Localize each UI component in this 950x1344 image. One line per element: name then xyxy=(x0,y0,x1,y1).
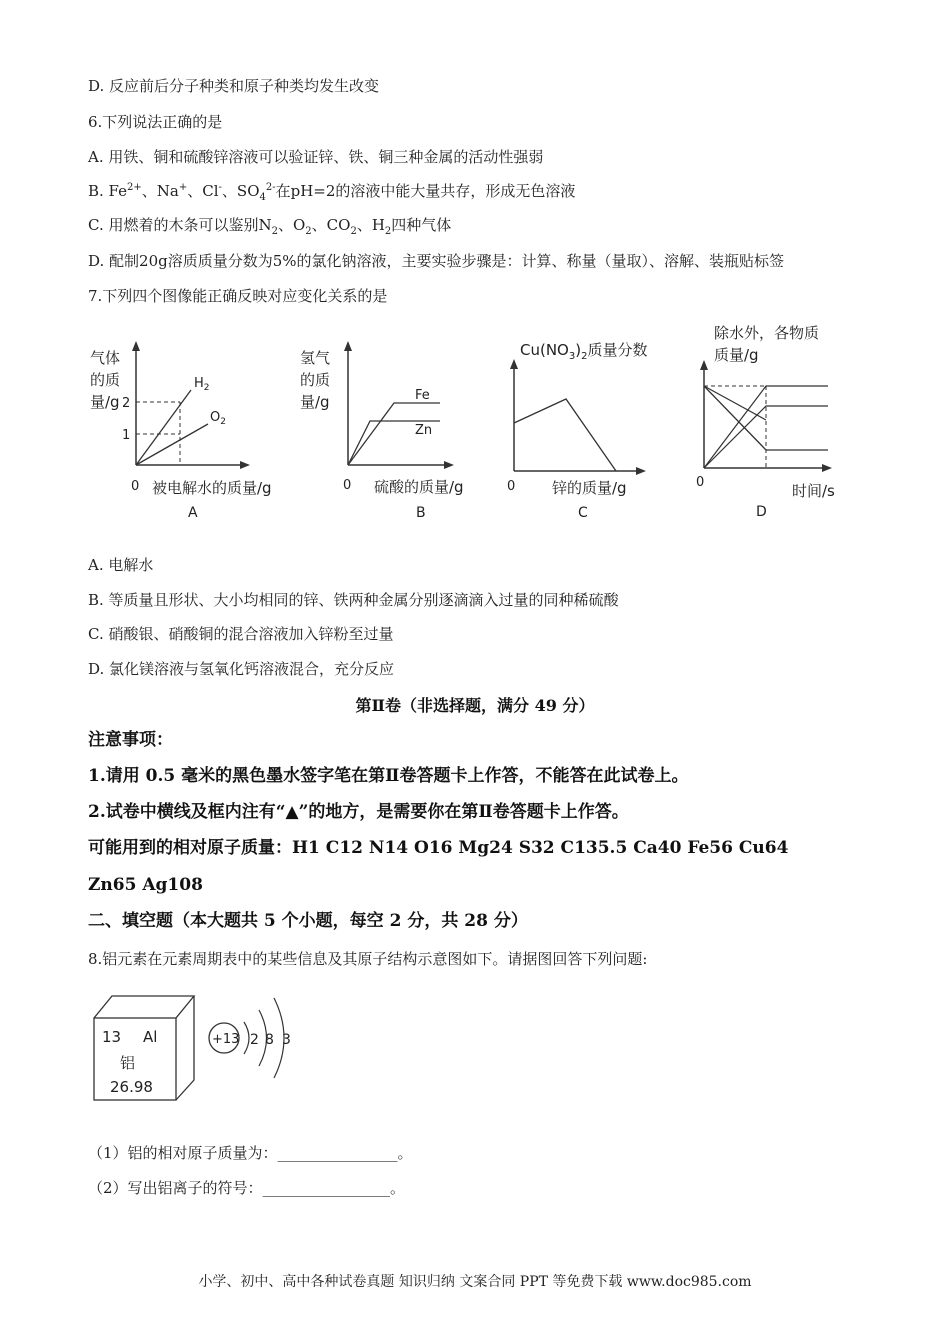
q6-c-prefix: C. 用燃着的木条可以鉴别N xyxy=(88,216,272,234)
q6-option-a: A. 用铁、铜和硫酸锌溶液可以验证锌、铁、铜三种金属的活动性强弱 xyxy=(88,148,544,166)
graph-b-fe-label: Fe xyxy=(415,388,430,403)
graph-d-ylabel-1: 除水外，各物质 xyxy=(714,324,820,342)
atomic-masses-1: 可能用到的相对原子质量：H1 C12 N14 O16 Mg24 S32 C135.5 Ca40 Fe56 Cu64 xyxy=(88,838,789,858)
q6-c-sub-co: 2 xyxy=(350,226,357,237)
graph-c-origin: 0 xyxy=(507,479,516,494)
q6-option-d: D. 配制20g溶质质量分数为5%的氯化钠溶液，主要实验步骤是：计算、称量（量取）、溶解、装瓶贴标签 xyxy=(88,252,785,270)
graph-b-ylabel-1: 氢气 xyxy=(300,349,331,367)
graph-b xyxy=(298,335,488,525)
q6-c-co: 、CO xyxy=(311,216,351,234)
atom-shell-1: 2 xyxy=(250,1032,259,1048)
notice-2: 2.试卷中横线及框内注有“▲”的地方，是需要你在第Ⅱ卷答题卡上作答。 xyxy=(88,802,629,822)
page-footer: 小学、初中、高中各种试卷真题 知识归纳 文案合同 PPT 等免费下载 www.doc985.com xyxy=(198,1274,752,1290)
atom-shell-3: 3 xyxy=(282,1032,291,1048)
notice-1: 1.请用 0.5 毫米的黑色墨水签字笔在第Ⅱ卷答题卡上作答，不能答在此试卷上。 xyxy=(88,766,689,786)
graph-b-ylabel-2: 的质 xyxy=(300,371,331,389)
graph-b-origin: 0 xyxy=(343,478,352,493)
graph-b-xlabel: 硫酸的质量/g xyxy=(374,478,464,496)
answer-blank-2[interactable]: _________________ xyxy=(262,1179,391,1197)
q5-option-d: D. 反应前后分子种类和原子种类均发生改变 xyxy=(88,77,380,95)
q6-b-fe-charge: 2+ xyxy=(127,182,142,193)
graph-d xyxy=(690,318,860,518)
graph-b-ylabel-3: 量/g xyxy=(300,393,330,411)
q6-stem: 6.下列说法正确的是 xyxy=(88,113,223,131)
graph-a-origin: 0 xyxy=(131,479,140,494)
q6-c-o: 、O xyxy=(277,216,306,234)
graph-a-xlabel: 被电解水的质量/g xyxy=(152,479,272,497)
graph-a-h2-label: $H_2$ xyxy=(194,376,210,393)
graph-a-o2-line xyxy=(136,424,208,465)
q8-stem: 8.铝元素在元素周期表中的某些信息及其原子结构示意图如下。请据图回答下列问题: xyxy=(88,950,648,968)
q6-b-cl-charge: - xyxy=(218,182,222,193)
graph-a-ylabel-1: 气体 xyxy=(90,349,121,367)
q6-b-prefix: B. Fe xyxy=(88,182,128,200)
graph-d-line-2 xyxy=(704,386,766,450)
section-2-heading: 二、填空题（本大题共 5 个小题，每空 2 分，共 28 分） xyxy=(88,911,528,931)
atom-shell-2: 8 xyxy=(265,1032,274,1048)
q6-option-c xyxy=(88,215,451,235)
q6-b-so-charge: 2- xyxy=(265,182,276,193)
graph-b-tag: B xyxy=(416,505,426,521)
part2-title: 第Ⅱ卷（非选择题，满分 49 分） xyxy=(355,696,595,715)
graph-a-h2-line xyxy=(136,390,191,465)
q7-option-c: C. 硝酸银、硝酸铜的混合溶液加入锌粉至过量 xyxy=(88,625,394,643)
graph-d-origin: 0 xyxy=(696,475,705,490)
answer-blank-1[interactable]: ________________ xyxy=(277,1144,398,1162)
cell-symbol: Al xyxy=(143,1028,158,1046)
q7-option-b: B. 等质量且形状、大小均相同的锌、铁两种金属分别逐滴滴入过量的同种稀硫酸 xyxy=(88,591,619,609)
aluminum-atom-diagram xyxy=(204,978,304,1098)
q7-stem: 7.下列四个图像能正确反映对应变化关系的是 xyxy=(88,287,388,305)
cell-name: 铝 xyxy=(120,1054,136,1072)
graph-c-ylabel: $Cu(NO_3)_2$质量分数 xyxy=(520,341,648,362)
graph-d-ylabel-2: 质量/g xyxy=(714,346,759,364)
q6-b-rest: 在pH=2的溶液中能大量共存，形成无色溶液 xyxy=(275,182,576,200)
cell-atomic-number: 13 xyxy=(102,1028,122,1046)
graph-d-xlabel: 时间/s xyxy=(792,482,835,500)
q8-sub-2: （2）写出铝离子的符号：_________________。 xyxy=(88,1179,406,1197)
graph-c xyxy=(500,335,680,525)
q6-c-end: 四种气体 xyxy=(391,216,452,234)
graph-a-ylabel-3: 量/g xyxy=(90,393,120,411)
graph-a-tick-1: 1 xyxy=(122,428,131,443)
graph-d-line-3 xyxy=(704,386,828,468)
q6-b-so: 、SO xyxy=(221,182,260,200)
aluminum-element-cell xyxy=(88,988,198,1108)
q6-c-sub-n: 2 xyxy=(271,226,278,237)
atomic-masses-2: Zn65 Ag108 xyxy=(88,875,203,895)
graph-c-xlabel: 锌的质量/g xyxy=(552,479,627,497)
graph-d-tag: D xyxy=(756,504,767,518)
q7-option-a: A. 电解水 xyxy=(88,556,154,574)
q6-option-b xyxy=(88,181,575,201)
atom-nucleus: +13 xyxy=(212,1032,240,1047)
graph-a-o2-label: $O_2$ xyxy=(210,410,226,427)
q6-b-na-charge: + xyxy=(178,182,188,193)
graph-b-zn-label: Zn xyxy=(415,423,433,438)
graph-c-tag: C xyxy=(578,505,588,521)
q8-sub-1: （1）铝的相对原子质量为：________________。 xyxy=(88,1144,413,1162)
cell-atomic-mass: 26.98 xyxy=(110,1078,153,1096)
q7-option-d: D. 氯化镁溶液与氢氧化钙溶液混合，充分反应 xyxy=(88,660,395,678)
q6-c-sub-h: 2 xyxy=(384,226,392,237)
q6-b-so-sub: 4 xyxy=(259,192,266,203)
graph-a-tag: A xyxy=(188,505,198,521)
q6-c-h: 、H xyxy=(356,216,385,234)
q6-b-cl: 、Cl xyxy=(187,182,219,200)
graph-a-tick-2: 2 xyxy=(122,396,131,411)
graph-a xyxy=(84,335,300,525)
notice-heading: 注意事项： xyxy=(88,730,173,750)
q6-c-sub-o: 2 xyxy=(305,226,312,237)
q6-b-na: 、Na xyxy=(141,182,179,200)
graph-a-ylabel-2: 的质 xyxy=(90,371,121,389)
graph-c-line xyxy=(514,399,616,471)
